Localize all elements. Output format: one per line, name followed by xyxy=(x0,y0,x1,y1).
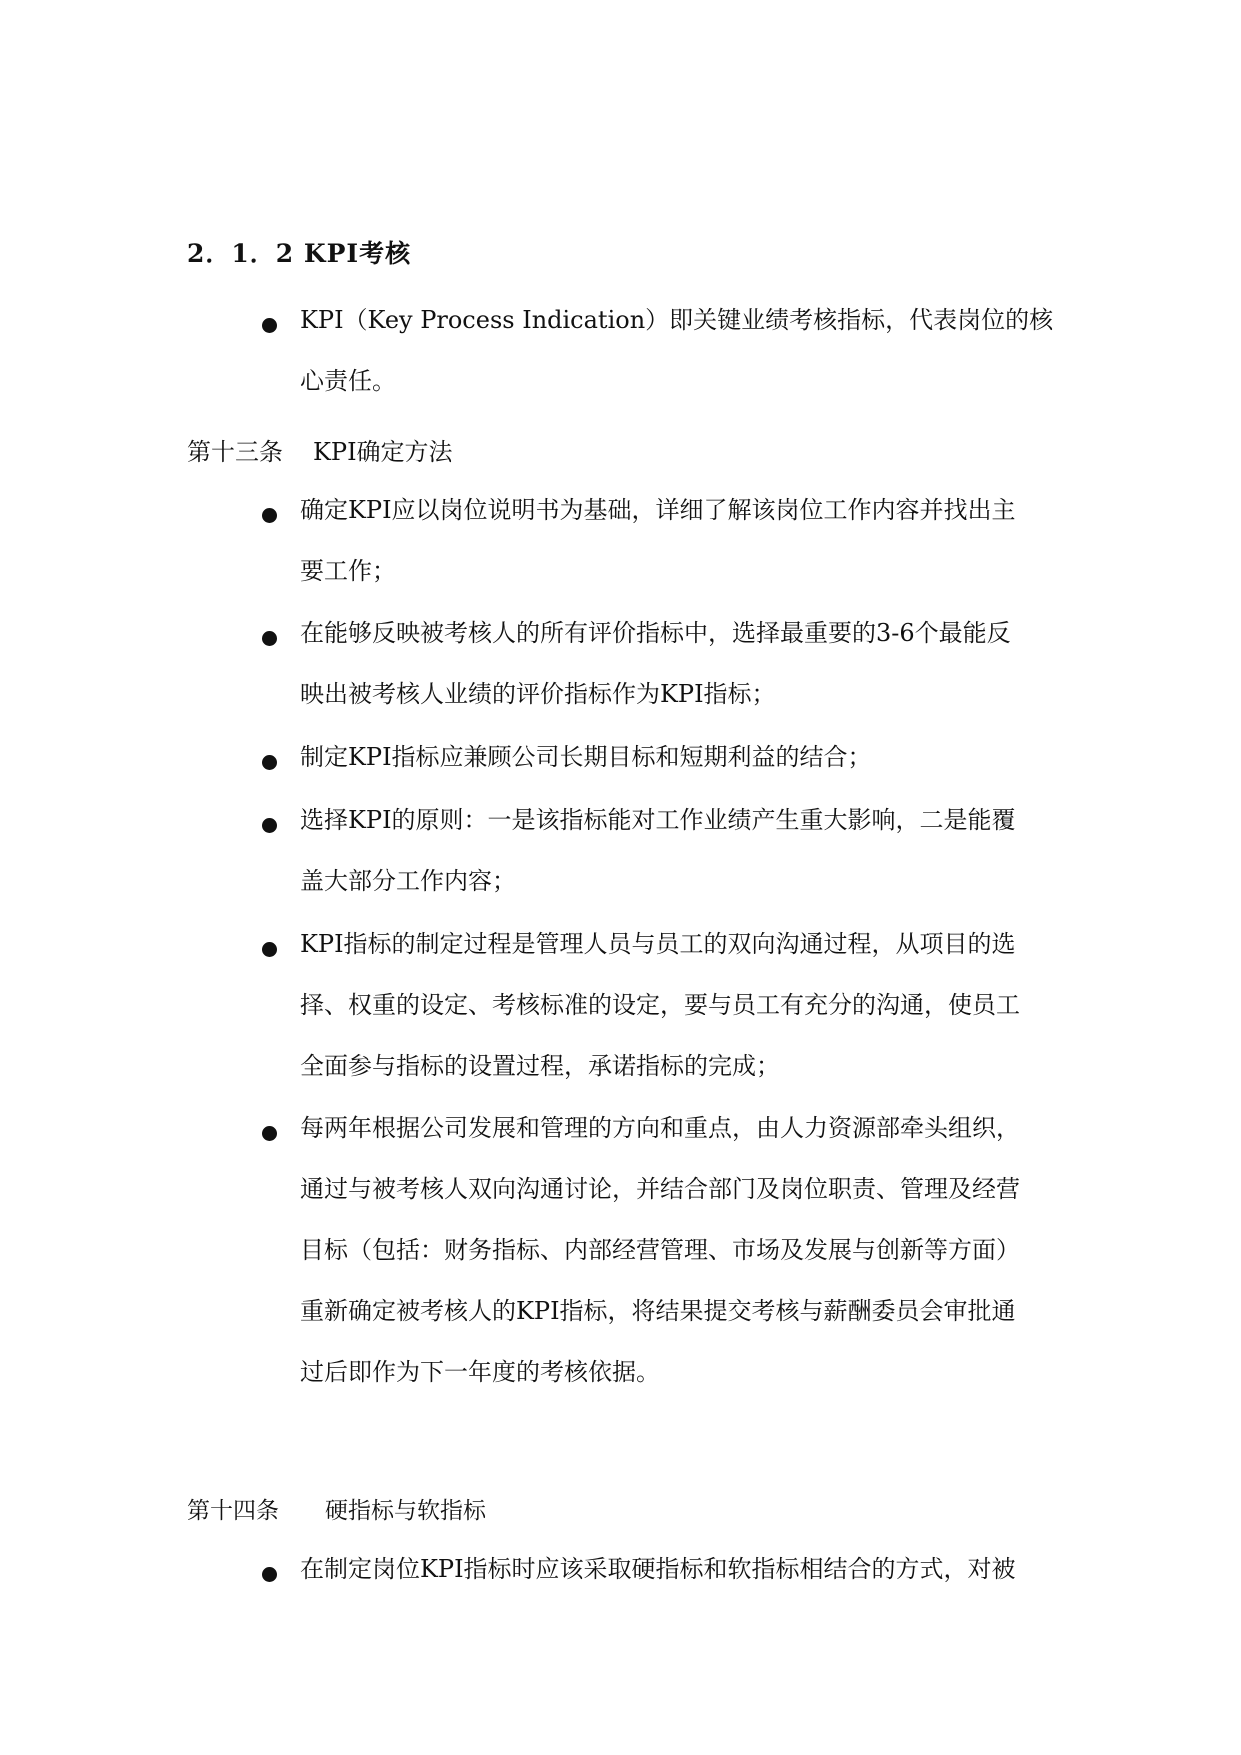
list-item-line: 重新确定被考核人的KPI指标，将结果提交考核与薪酬委员会审批通 xyxy=(300,1297,1016,1325)
list-item-line: 在制定岗位KPI指标时应该采取硬指标和软指标相结合的方式，对被 xyxy=(300,1555,1016,1583)
list-item-line: 盖大部分工作内容； xyxy=(300,867,516,895)
bullet-icon xyxy=(262,622,292,652)
list-item-line: 每两年根据公司发展和管理的方向和重点，由人力资源部牵头组织， xyxy=(300,1114,1020,1142)
intro-line: 心责任。 xyxy=(300,367,396,395)
list-item-line: 目标（包括：财务指标、内部经营管理、市场及发展与创新等方面） xyxy=(300,1236,1020,1264)
article-13-number: 第十三条 xyxy=(187,438,283,466)
list-item-line: 过后即作为下一年度的考核依据。 xyxy=(300,1358,660,1386)
list-item-line: 确定KPI应以岗位说明书为基础，详细了解该岗位工作内容并找出主 xyxy=(300,496,1016,524)
bullet-icon xyxy=(262,499,292,529)
article-13-heading xyxy=(187,432,453,467)
bullet-icon xyxy=(262,1558,292,1588)
article-14-title: 硬指标与软指标 xyxy=(325,1498,486,1524)
list-item-line: 选择KPI的原则：一是该指标能对工作业绩产生重大影响，二是能覆 xyxy=(300,806,1016,834)
list-item-line: 择、权重的设定、考核标准的设定，要与员工有充分的沟通，使员工 xyxy=(300,991,1020,1019)
article-14-heading xyxy=(187,1492,486,1525)
list-item-line: KPI指标的制定过程是管理人员与员工的双向沟通过程，从项目的选 xyxy=(300,930,1016,958)
section-heading: 2．1．2 KPI考核 xyxy=(187,239,412,268)
bullet-icon xyxy=(262,933,292,963)
bullet-icon xyxy=(262,809,292,839)
list-item-line: 在能够反映被考核人的所有评价指标中，选择最重要的3-6个最能反 xyxy=(300,619,1011,647)
list-item-line: 映出被考核人业绩的评价指标作为KPI指标； xyxy=(300,680,776,708)
bullet-icon xyxy=(262,746,292,776)
bullet-icon xyxy=(262,1117,292,1147)
list-item-line: 全面参与指标的设置过程，承诺指标的完成； xyxy=(300,1052,780,1080)
list-item-line: 制定KPI指标应兼顾公司长期目标和短期利益的结合； xyxy=(300,743,872,771)
intro-line: KPI（Key Process Indication）即关键业绩考核指标，代表岗位的核 xyxy=(300,306,1054,334)
article-14-number: 第十四条 xyxy=(187,1498,279,1524)
list-item-line: 要工作； xyxy=(300,557,396,585)
article-13-title: KPI确定方法 xyxy=(313,438,453,466)
bullet-icon xyxy=(262,309,292,339)
list-item-line: 通过与被考核人双向沟通讨论，并结合部门及岗位职责、管理及经营 xyxy=(300,1175,1020,1203)
